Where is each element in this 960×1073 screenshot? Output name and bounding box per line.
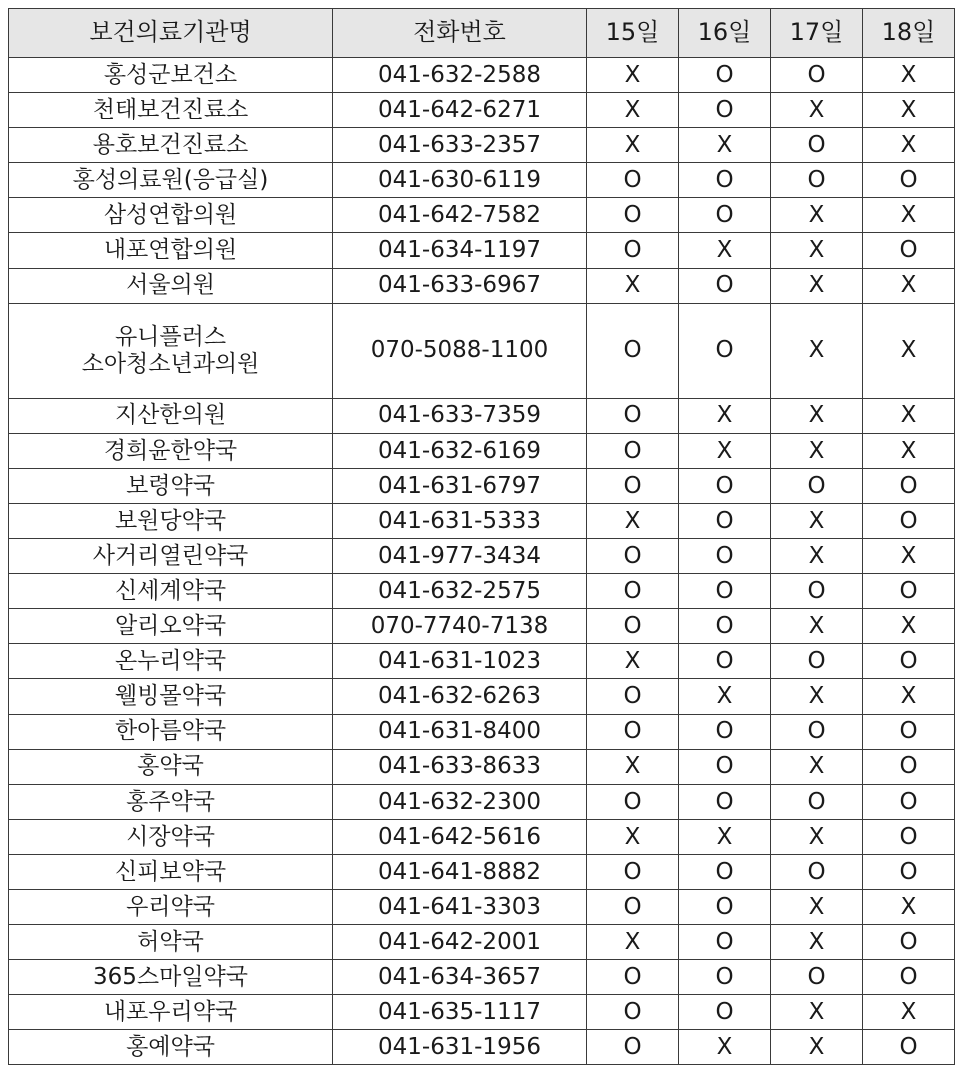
institution-name-cell (9, 749, 333, 784)
availability-day-18-cell: X (863, 198, 955, 233)
availability-day-18-cell: O (863, 644, 955, 679)
table-row (9, 960, 955, 995)
table-row (9, 714, 955, 749)
availability-day-16-cell: O (679, 198, 771, 233)
availability-day-17-cell: O (771, 468, 863, 503)
phone-cell: 041-631-5333 (333, 503, 587, 538)
institution-name-cell (9, 198, 333, 233)
availability-day-15-cell: O (587, 889, 679, 924)
availability-day-18-cell: O (863, 468, 955, 503)
availability-day-17-cell: X (771, 433, 863, 468)
institution-name-cell (9, 58, 333, 93)
availability-day-18-cell: X (863, 889, 955, 924)
availability-day-16-cell: X (679, 1030, 771, 1065)
institution-name-line: 홍성의료원(응급실) (72, 167, 269, 194)
availability-day-17-cell: X (771, 503, 863, 538)
table-row (9, 784, 955, 819)
availability-day-16-cell: O (679, 960, 771, 995)
table-row (9, 93, 955, 128)
institution-name-cell (9, 609, 333, 644)
institution-name-line: 홍성군보건소 (103, 61, 238, 88)
institution-name-line: 보원당약국 (114, 507, 227, 534)
institution-name-line: 용호보건진료소 (92, 132, 249, 159)
availability-day-17-cell: X (771, 198, 863, 233)
availability-day-17-cell: X (771, 609, 863, 644)
availability-day-16-cell: O (679, 93, 771, 128)
availability-day-15-cell: O (587, 198, 679, 233)
institution-name-line: 지산한의원 (114, 402, 227, 429)
availability-day-18-cell: X (863, 398, 955, 433)
institution-name-cell (9, 1030, 333, 1065)
availability-day-16-cell: X (679, 819, 771, 854)
availability-day-17-cell: X (771, 889, 863, 924)
availability-day-15-cell: O (587, 1030, 679, 1065)
availability-day-15-cell: O (587, 679, 679, 714)
phone-cell: 041-642-5616 (333, 819, 587, 854)
institution-name-line: 홍예약국 (126, 1034, 215, 1061)
table-row (9, 468, 955, 503)
institution-name-cell (9, 233, 333, 268)
availability-day-18-cell: O (863, 960, 955, 995)
institution-name-line: 허약국 (137, 928, 204, 955)
institution-name-cell (9, 128, 333, 163)
availability-day-16-cell: O (679, 574, 771, 609)
institution-name-cell (9, 644, 333, 679)
institution-name-cell (9, 468, 333, 503)
phone-cell: 041-642-7582 (333, 198, 587, 233)
availability-day-16-cell: X (679, 679, 771, 714)
availability-day-15-cell: O (587, 433, 679, 468)
availability-day-17-cell: O (771, 714, 863, 749)
availability-day-15-cell: X (587, 503, 679, 538)
availability-day-15-cell: X (587, 644, 679, 679)
institution-name-cell (9, 714, 333, 749)
availability-day-15-cell: O (587, 233, 679, 268)
institution-name-line: 웰빙몰약국 (114, 683, 227, 710)
table-row (9, 995, 955, 1030)
institution-name-cell (9, 268, 333, 303)
availability-day-18-cell: O (863, 503, 955, 538)
phone-cell: 041-635-1117 (333, 995, 587, 1030)
phone-cell: 041-632-6169 (333, 433, 587, 468)
availability-day-18-cell: O (863, 233, 955, 268)
availability-day-15-cell: O (587, 960, 679, 995)
institution-name-cell (9, 960, 333, 995)
institution-name-cell (9, 925, 333, 960)
availability-day-18-cell: O (863, 854, 955, 889)
table-body (9, 58, 955, 1065)
institution-name-line: 보령약국 (126, 472, 215, 499)
phone-cell: 041-631-1023 (333, 644, 587, 679)
institution-name-line: 홍주약국 (126, 788, 215, 815)
phone-cell: 041-634-1197 (333, 233, 587, 268)
phone-cell: 041-632-6263 (333, 679, 587, 714)
table-row (9, 303, 955, 398)
table-header (9, 9, 955, 58)
table-row (9, 398, 955, 433)
availability-day-16-cell: X (679, 433, 771, 468)
availability-day-16-cell: O (679, 714, 771, 749)
availability-day-16-cell: O (679, 539, 771, 574)
institution-name-line: 한아름약국 (114, 718, 227, 745)
availability-day-15-cell: O (587, 784, 679, 819)
phone-cell: 041-632-2300 (333, 784, 587, 819)
table-row (9, 1030, 955, 1065)
institution-name-cell (9, 503, 333, 538)
availability-day-15-cell: O (587, 539, 679, 574)
availability-day-18-cell: X (863, 433, 955, 468)
availability-day-16-cell: X (679, 233, 771, 268)
availability-day-15-cell: O (587, 574, 679, 609)
availability-day-16-cell: O (679, 749, 771, 784)
availability-day-16-cell: X (679, 128, 771, 163)
availability-day-16-cell: O (679, 503, 771, 538)
availability-day-16-cell: O (679, 468, 771, 503)
availability-day-17-cell: X (771, 925, 863, 960)
institution-name-line: 삼성연합의원 (103, 202, 238, 229)
header-day-17: 17일 (771, 9, 863, 58)
medical-institution-schedule-table (8, 8, 955, 1065)
availability-day-15-cell: X (587, 925, 679, 960)
institution-name-line: 신피보약국 (114, 858, 227, 885)
availability-day-16-cell: X (679, 398, 771, 433)
table-row (9, 198, 955, 233)
table-row (9, 503, 955, 538)
institution-name-cell (9, 539, 333, 574)
institution-name-line: 유니플러스 (114, 324, 227, 351)
availability-day-16-cell: O (679, 58, 771, 93)
availability-day-18-cell: X (863, 539, 955, 574)
institution-name-line: 경희윤한약국 (103, 437, 238, 464)
institution-name-cell (9, 819, 333, 854)
header-day-16: 16일 (679, 9, 771, 58)
phone-cell: 041-631-8400 (333, 714, 587, 749)
availability-day-15-cell: O (587, 609, 679, 644)
phone-cell: 041-642-2001 (333, 925, 587, 960)
header-day-18: 18일 (863, 9, 955, 58)
table-row (9, 889, 955, 924)
availability-day-17-cell: O (771, 58, 863, 93)
phone-cell: 070-5088-1100 (333, 303, 587, 398)
availability-day-17-cell: X (771, 539, 863, 574)
availability-day-15-cell: O (587, 163, 679, 198)
phone-cell: 041-633-6967 (333, 268, 587, 303)
institution-name-line: 서울의원 (126, 272, 215, 299)
availability-day-15-cell: O (587, 995, 679, 1030)
availability-day-18-cell: X (863, 93, 955, 128)
table-row (9, 233, 955, 268)
availability-day-18-cell: X (863, 128, 955, 163)
availability-day-18-cell: X (863, 609, 955, 644)
availability-day-18-cell: X (863, 303, 955, 398)
availability-day-15-cell: X (587, 268, 679, 303)
phone-cell: 041-632-2588 (333, 58, 587, 93)
availability-day-17-cell: X (771, 819, 863, 854)
header-row (9, 9, 955, 58)
phone-cell: 041-641-8882 (333, 854, 587, 889)
availability-day-16-cell: O (679, 889, 771, 924)
availability-day-17-cell: O (771, 960, 863, 995)
table-row (9, 574, 955, 609)
institution-name-cell (9, 574, 333, 609)
availability-day-16-cell: O (679, 925, 771, 960)
availability-day-18-cell: X (863, 995, 955, 1030)
availability-day-18-cell: O (863, 714, 955, 749)
availability-day-18-cell: O (863, 1030, 955, 1065)
phone-cell: 041-977-3434 (333, 539, 587, 574)
availability-day-16-cell: O (679, 303, 771, 398)
phone-cell: 041-642-6271 (333, 93, 587, 128)
availability-day-18-cell: O (863, 784, 955, 819)
availability-day-17-cell: X (771, 398, 863, 433)
institution-name-line: 알리오약국 (114, 613, 227, 640)
availability-day-15-cell: X (587, 128, 679, 163)
institution-name-line: 내포연합의원 (103, 237, 238, 264)
institution-name-line: 내포우리약국 (103, 999, 238, 1026)
availability-day-18-cell: O (863, 819, 955, 854)
institution-name-line: 우리약국 (126, 893, 215, 920)
phone-cell: 070-7740-7138 (333, 609, 587, 644)
availability-day-17-cell: O (771, 784, 863, 819)
institution-name-cell (9, 303, 333, 398)
institution-name-line: 소아청소년과의원 (81, 350, 260, 377)
institution-name-cell (9, 889, 333, 924)
institution-name-cell (9, 433, 333, 468)
phone-cell: 041-633-8633 (333, 749, 587, 784)
header-phone: 전화번호 (333, 9, 587, 58)
availability-day-15-cell: O (587, 468, 679, 503)
institution-name-line: 365스마일약국 (93, 963, 248, 990)
availability-day-16-cell: O (679, 784, 771, 819)
availability-day-18-cell: O (863, 163, 955, 198)
availability-day-17-cell: X (771, 679, 863, 714)
availability-day-15-cell: X (587, 58, 679, 93)
availability-day-17-cell: O (771, 644, 863, 679)
table-row (9, 539, 955, 574)
institution-name-line: 사거리열린약국 (92, 542, 249, 569)
institution-name-line: 시장약국 (126, 823, 215, 850)
availability-day-17-cell: O (771, 854, 863, 889)
availability-day-18-cell: X (863, 679, 955, 714)
availability-day-18-cell: X (863, 268, 955, 303)
availability-day-15-cell: O (587, 854, 679, 889)
phone-cell: 041-630-6119 (333, 163, 587, 198)
table-row (9, 433, 955, 468)
table-row (9, 854, 955, 889)
institution-name-cell (9, 679, 333, 714)
availability-day-18-cell: O (863, 749, 955, 784)
table-row (9, 749, 955, 784)
table-row (9, 163, 955, 198)
availability-day-17-cell: X (771, 749, 863, 784)
phone-cell: 041-634-3657 (333, 960, 587, 995)
availability-day-16-cell: O (679, 609, 771, 644)
institution-name-line: 홍약국 (137, 753, 204, 780)
institution-name-cell (9, 398, 333, 433)
availability-day-17-cell: X (771, 995, 863, 1030)
table-row (9, 644, 955, 679)
availability-day-16-cell: O (679, 995, 771, 1030)
availability-day-17-cell: O (771, 128, 863, 163)
phone-cell: 041-632-2575 (333, 574, 587, 609)
availability-day-16-cell: O (679, 163, 771, 198)
availability-day-16-cell: O (679, 268, 771, 303)
availability-day-16-cell: O (679, 644, 771, 679)
phone-cell: 041-641-3303 (333, 889, 587, 924)
availability-day-17-cell: X (771, 233, 863, 268)
availability-day-17-cell: O (771, 163, 863, 198)
institution-name-cell (9, 854, 333, 889)
availability-day-17-cell: X (771, 303, 863, 398)
availability-day-15-cell: O (587, 303, 679, 398)
table-row (9, 58, 955, 93)
availability-day-16-cell: O (679, 854, 771, 889)
institution-name-line: 천태보건진료소 (92, 96, 249, 123)
phone-cell: 041-631-6797 (333, 468, 587, 503)
header-institution-name: 보건의료기관명 (9, 9, 333, 58)
phone-cell: 041-633-2357 (333, 128, 587, 163)
table-row (9, 609, 955, 644)
availability-day-17-cell: O (771, 574, 863, 609)
availability-day-17-cell: X (771, 1030, 863, 1065)
institution-name-cell (9, 163, 333, 198)
availability-day-17-cell: X (771, 93, 863, 128)
availability-day-17-cell: X (771, 268, 863, 303)
phone-cell: 041-631-1956 (333, 1030, 587, 1065)
institution-name-cell (9, 93, 333, 128)
availability-day-15-cell: X (587, 819, 679, 854)
availability-day-15-cell: X (587, 749, 679, 784)
table-row (9, 819, 955, 854)
institution-name-cell (9, 784, 333, 819)
availability-day-15-cell: X (587, 93, 679, 128)
availability-day-18-cell: O (863, 574, 955, 609)
phone-cell: 041-633-7359 (333, 398, 587, 433)
table-row (9, 128, 955, 163)
institution-name-line: 온누리약국 (114, 648, 227, 675)
institution-name-line: 신세계약국 (114, 577, 227, 604)
table-row (9, 268, 955, 303)
table-row (9, 925, 955, 960)
availability-day-18-cell: O (863, 925, 955, 960)
availability-day-18-cell: X (863, 58, 955, 93)
availability-day-15-cell: O (587, 714, 679, 749)
header-day-15: 15일 (587, 9, 679, 58)
availability-day-15-cell: O (587, 398, 679, 433)
institution-name-cell (9, 995, 333, 1030)
table-row (9, 679, 955, 714)
